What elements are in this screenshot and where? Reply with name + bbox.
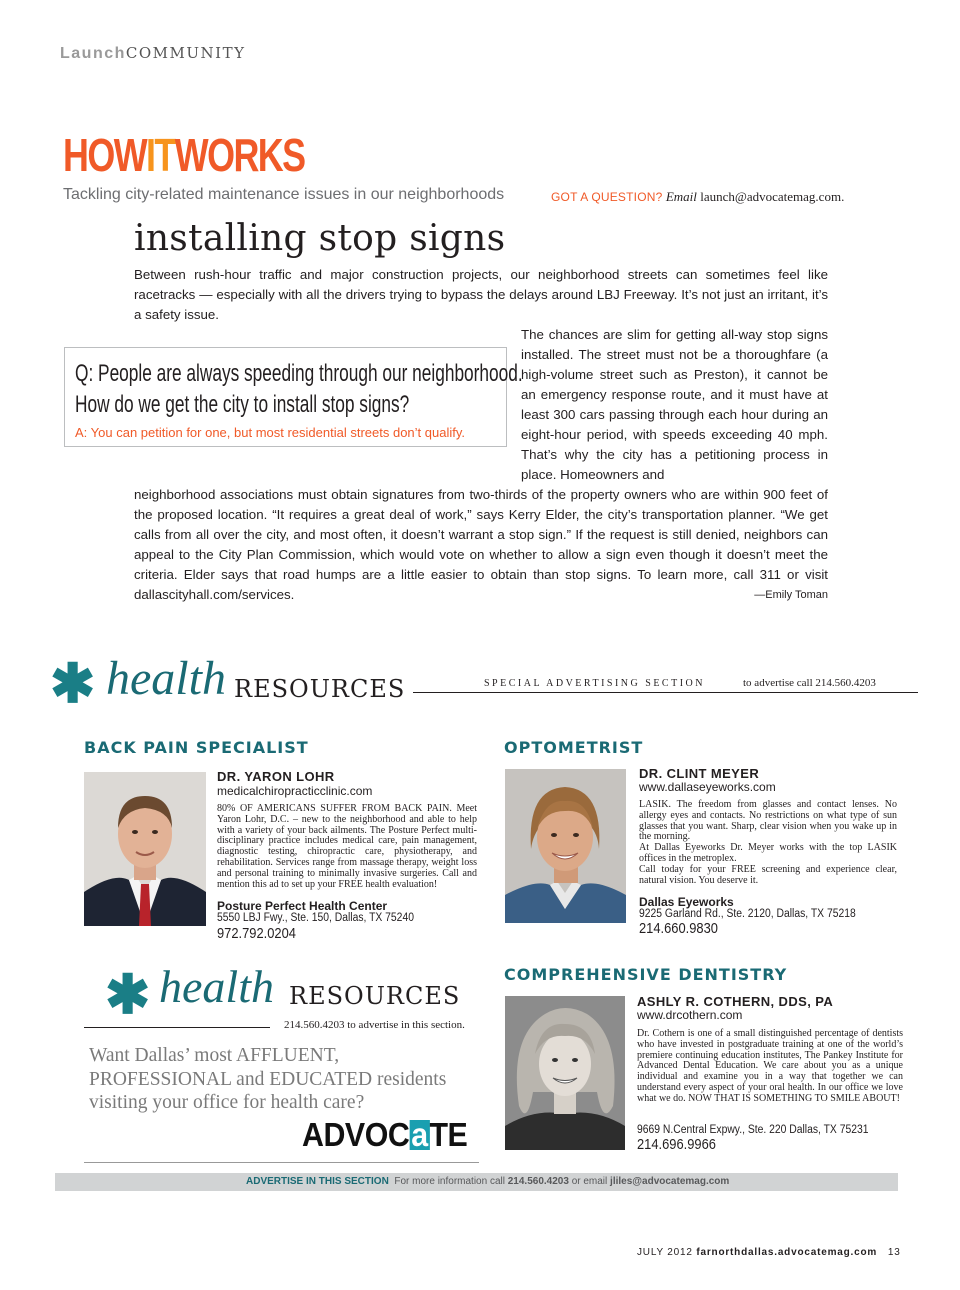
ad-advertise-note: 214.560.4203 to advertise in this section. [284,1019,465,1031]
category-back-pain: BACK PAIN SPECIALIST [84,738,309,757]
doctor-name-cothern: ASHLY R. COTHERN, DDS, PA [637,994,834,1009]
question-email-word: Email [665,189,697,204]
article-intro: Between rush-hour traffic and major construction projects, our neighborhood streets can sometimes feel like racetracks — especially with all the drivers trying to bypass the delays around LBJ Freeway. It’s not just an irritant, it’s a safety issue. [134,267,828,322]
page-footer [637,1247,901,1258]
section-launch: Launch [60,45,126,62]
callout-question [75,358,523,420]
feature-title-how: HOW [63,129,147,181]
ad-bottom-rule [84,1162,479,1163]
ad-pitch-line3: visiting your office for health care? [89,1092,365,1113]
doctor-desc-lohr: 80% OF AMERICANS SUFFER FROM BACK PAIN. Meet Yaron Lohr, D.C. – new to the neighborhood and able to help with a variety of your back ailments. The Posture Perfect multi-disciplinary practice includes medical care, pain management, diagnostic testing, chiropractic care, physiotherapy, and rehabilitation. Services range from massage therapy, weight loss and personal training to minimally invasive surgeries. Call and mention this ad to set up your FREE health evaluation! [217,803,477,890]
category-dentistry: COMPREHENSIVE DENTISTRY [504,965,788,984]
ad-rule [84,1027,270,1028]
ad-asterisk-logo-icon: ✱ [105,965,151,1025]
feature-subtitle: Tackling city-related maintenance issues in our neighborhoods [63,186,505,203]
phone-lohr: 972.792.0204 [217,925,296,942]
category-optometrist: OPTOMETRIST [504,738,644,757]
footer-site[interactable]: farnorthdallas.advocatemag.com [696,1247,878,1258]
ad-pitch-line2: PROFESSIONAL and EDUCATED residents [89,1068,447,1090]
doctor-name-lohr: DR. YARON LOHR [217,769,335,784]
advertise-bar-content [246,1173,729,1191]
business-name-lohr: Posture Perfect Health Center [217,899,388,913]
doctor-desc-meyer [639,800,897,886]
advertise-bar-phone: 214.560.4203 [507,1176,569,1187]
doctor-url-lohr[interactable]: medicalchiropracticclinic.com [217,784,373,798]
phone-cothern: 214.696.9966 [637,1136,716,1153]
ad-logo-resources: RESOURCES [289,982,461,1010]
question-line [551,189,844,205]
doctor-url-cothern[interactable]: www.drcothern.com [637,1008,743,1022]
article-title: installing stop signs [134,218,506,259]
ad-logo-health: health [159,961,274,1012]
advertise-bar-email[interactable]: jliles@advocatemag.com [610,1176,730,1187]
doctor-photo-lohr [84,772,206,926]
question-email[interactable]: launch@advocatemag.com. [700,189,845,204]
doctor-desc-cothern: Dr. Cothern is one of a small distinguished percentage of dentists who have invested in postgraduate training at one of the world’s premiere continuing education institutes, The Pankey Institute for Advanced Dental Education. We care about you as a unique individual and examine you in a way that together we can understand every aspect of your oral health. In our office we love what we do. NOW THAT IS SOMETHING TO SMILE ABOUT! [637,1028,903,1104]
callout-question-line1: Q: People are always speeding through our neighborhood. [75,360,523,387]
advertise-bar-text1: For more information call [394,1176,505,1187]
feature-title-works: WORKS [174,129,305,181]
special-advertising-label: SPECIAL ADVERTISING SECTION [484,678,705,689]
article-continued [134,485,828,605]
article-continued-text: neighborhood associations must obtain signatures from two-thirds of the property owners who are within 900 feet of the proposed location. “It requires a great deal of work,” says Kerry Elder, the city’s transportation planner. “We get calls from all over the city, and most often, it doesn’t warrant a stop sign.” If the request is still denied, neighbors can appeal to the City Plan Commission, which would vote on whether to allow a sign even though it doesn’t meet the criteria. Elder says that road humps are a little easier to obtain than stop signs. To learn more, call 311 or visit dallascityhall.com/services. [134,487,828,602]
footer-issue: JULY 2012 [637,1247,693,1258]
ad-pitch-line1: Want Dallas’ most AFFLUENT, [89,1045,340,1066]
doctor-name-meyer: DR. CLINT MEYER [639,766,760,781]
address-lohr: 5550 LBJ Fwy., Ste. 150, Dallas, TX 75240 [217,912,414,924]
advocate-brand-logo [302,1116,467,1154]
advertise-bar-text2: or email [571,1176,608,1187]
advertise-bar [55,1173,898,1191]
section-header [60,44,245,63]
article-byline: —Emily Toman [754,589,828,601]
brand-a: a [411,1116,428,1153]
logo-resources: RESOURCES [234,675,406,703]
callout-question-line2: How do we get the city to install stop signs? [75,391,410,418]
brand-pre: ADVOC [302,1116,410,1153]
feature-title-it: IT [146,129,175,181]
doctor-desc-meyer-p2: At Dallas Eyeworks Dr. Meyer works with the top LASIK offices in the metroplex. [639,842,897,864]
doctor-photo-meyer [505,769,626,923]
section-community: COMMUNITY [125,44,246,62]
callout-answer: A: You can petition for one, but most residential streets don’t qualify. [75,425,465,440]
qa-callout [64,347,523,447]
question-label: GOT A QUESTION? [551,190,663,204]
doctor-desc-meyer-p1: LASIK. The freedom from glasses and contact lenses. No allergy eyes and contacts. No restrictions on what type of sun glasses that you want. Sharp, clear vision when you wake up in the morning. [639,799,897,843]
doctor-photo-cothern [505,996,625,1150]
doctor-desc-meyer-p3: Call today for your FREE screening and experience clear, natural vision. You deserve it. [639,863,897,886]
feature-title [63,128,305,182]
advertise-phone-note: to advertise call 214.560.4203 [743,677,876,689]
address-cothern: 9669 N.Central Expwy., Ste. 220 Dallas, TX 75231 [637,1124,869,1136]
asterisk-logo-icon: ✱ [50,654,96,714]
phone-meyer: 214.660.9830 [639,920,718,937]
ad-pitch [89,1044,479,1115]
address-meyer: 9225 Garland Rd., Ste. 2120, Dallas, TX 75218 [639,908,856,920]
article-right-column: The chances are slim for getting all-way stop signs installed. The street must not be a thoroughfare (a high-volume street such as Preston), it cannot be an emergency response route, and it must have at least 300 cars passing through each hour during an eight-hour period, with speeds exceeding 40 mph. That’s why the city has a petitioning process in place. Homeowners and [521,327,828,482]
doctor-url-meyer[interactable]: www.dallaseyeworks.com [639,780,776,794]
brand-post: TE [429,1116,468,1153]
banner-rule [413,692,918,693]
advertise-bar-label: ADVERTISE IN THIS SECTION [246,1176,389,1187]
business-name-meyer: Dallas Eyeworks [639,895,734,909]
logo-health: health [106,652,226,705]
footer-page-number: 13 [887,1247,901,1258]
